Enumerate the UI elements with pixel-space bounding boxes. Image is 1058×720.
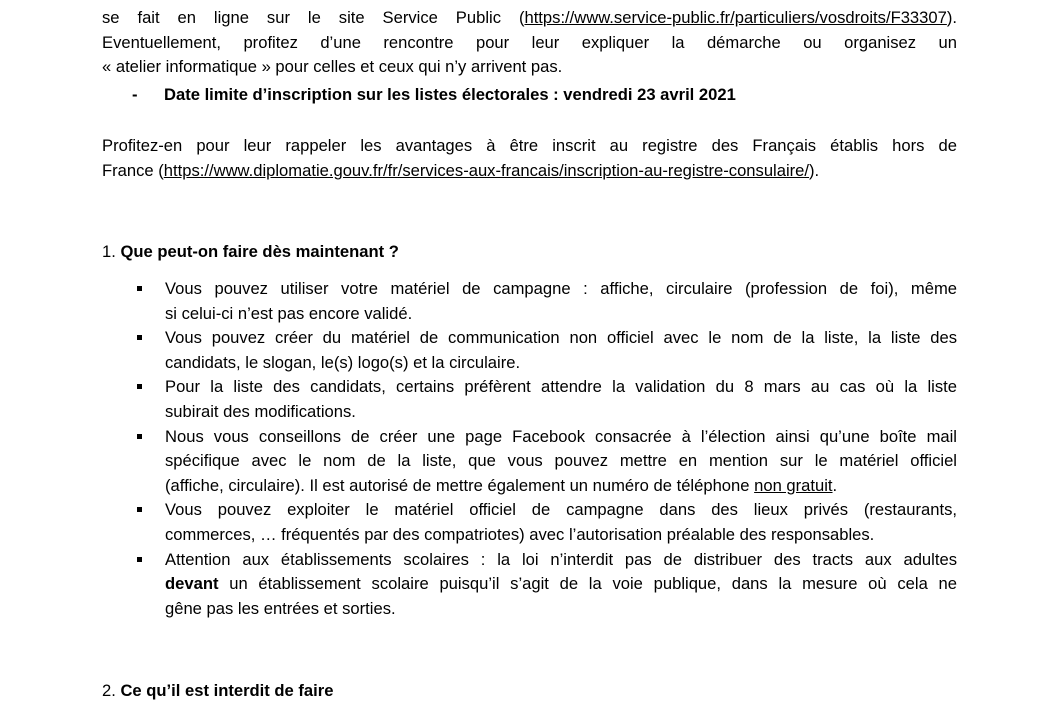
intro-line-1: se fait en ligne sur le site Service Public (https://www.service-public.fr/particuliers/vosdroits/F33307). bbox=[102, 8, 957, 27]
section-1-heading bbox=[102, 240, 399, 265]
section-2-heading bbox=[102, 679, 333, 704]
diplomatie-link[interactable]: https://www.diplomatie.gouv.fr/fr/services-aux-francais/inscription-au-registre-consulaire/ bbox=[163, 160, 810, 180]
intro-paragraph bbox=[102, 6, 957, 80]
deadline-text: Date limite d’inscription sur les listes électorales : vendredi 23 avril 2021 bbox=[164, 85, 736, 104]
deadline-item bbox=[102, 83, 957, 108]
list-item: Vous pouvez utiliser votre matériel de campagne : affiche, circulaire (profession de foi), même si celui-ci n’est pas encore validé. bbox=[102, 277, 957, 326]
service-public-link[interactable]: https://www.service-public.fr/particuliers/vosdroits/F33307 bbox=[524, 8, 947, 27]
list-item: Nous vous conseillons de créer une page Facebook consacrée à l’élection ainsi qu’une boîte mail spécifique avec le nom de la liste, que vous pouvez mettre en mention sur le matériel officiel (affiche, circulaire). Il est autorisé de mettre également un numéro de téléphone non gratuit. bbox=[102, 425, 957, 499]
non-gratuit-emphasis: non gratuit bbox=[754, 475, 833, 495]
devant-emphasis: devant bbox=[165, 574, 219, 594]
list-item: Pour la liste des candidats, certains préfèrent attendre la validation du 8 mars au cas où la liste subirait des modifications. bbox=[102, 375, 957, 424]
registry-line-2: France (https://www.diplomatie.gouv.fr/fr/services-aux-francais/inscription-au-registre-consulaire/). bbox=[102, 160, 820, 180]
bullet-square-icon bbox=[137, 335, 142, 340]
intro-line-3: « atelier informatique » pour celles et ceux qui n’y arrivent pas. bbox=[102, 57, 563, 77]
list-item: Vous pouvez exploiter le matériel officiel de campagne dans des lieux privés (restaurants, commerces, … fréquentés par des compatriotes) avec l’autorisation préalable des responsables. bbox=[102, 498, 957, 547]
list-item: Attention aux établissements scolaires : la loi n’interdit pas de distribuer des tracts aux adultes devant un établissement scolaire puisqu’il s’agit de la voie publique, dans la mesure où cela ne gêne pas les entrées et sorties. bbox=[102, 548, 957, 622]
registry-line-1: Profitez-en pour leur rappeler les avantages à être inscrit au registre des Français établis hors de bbox=[102, 136, 957, 155]
bullet-list bbox=[102, 277, 957, 621]
bullet-square-icon bbox=[137, 286, 142, 291]
section-1-number: 1. bbox=[102, 242, 121, 261]
section-2-number: 2. bbox=[102, 681, 121, 700]
bullet-square-icon bbox=[137, 434, 142, 439]
bullet-square-icon bbox=[137, 557, 142, 562]
registry-paragraph bbox=[102, 134, 957, 183]
list-item: Vous pouvez créer du matériel de communication non officiel avec le nom de la liste, la liste des candidats, le slogan, le(s) logo(s) et la circulaire. bbox=[102, 326, 957, 375]
bullet-square-icon bbox=[137, 384, 142, 389]
dash-marker: - bbox=[132, 85, 138, 104]
intro-line-2: Eventuellement, profitez d’une rencontre pour leur expliquer la démarche ou organisez un bbox=[102, 32, 957, 52]
bullet-square-icon bbox=[137, 507, 142, 512]
section-1-title: Que peut-on faire dès maintenant ? bbox=[120, 242, 399, 261]
section-2-title: Ce qu’il est interdit de faire bbox=[120, 681, 334, 700]
